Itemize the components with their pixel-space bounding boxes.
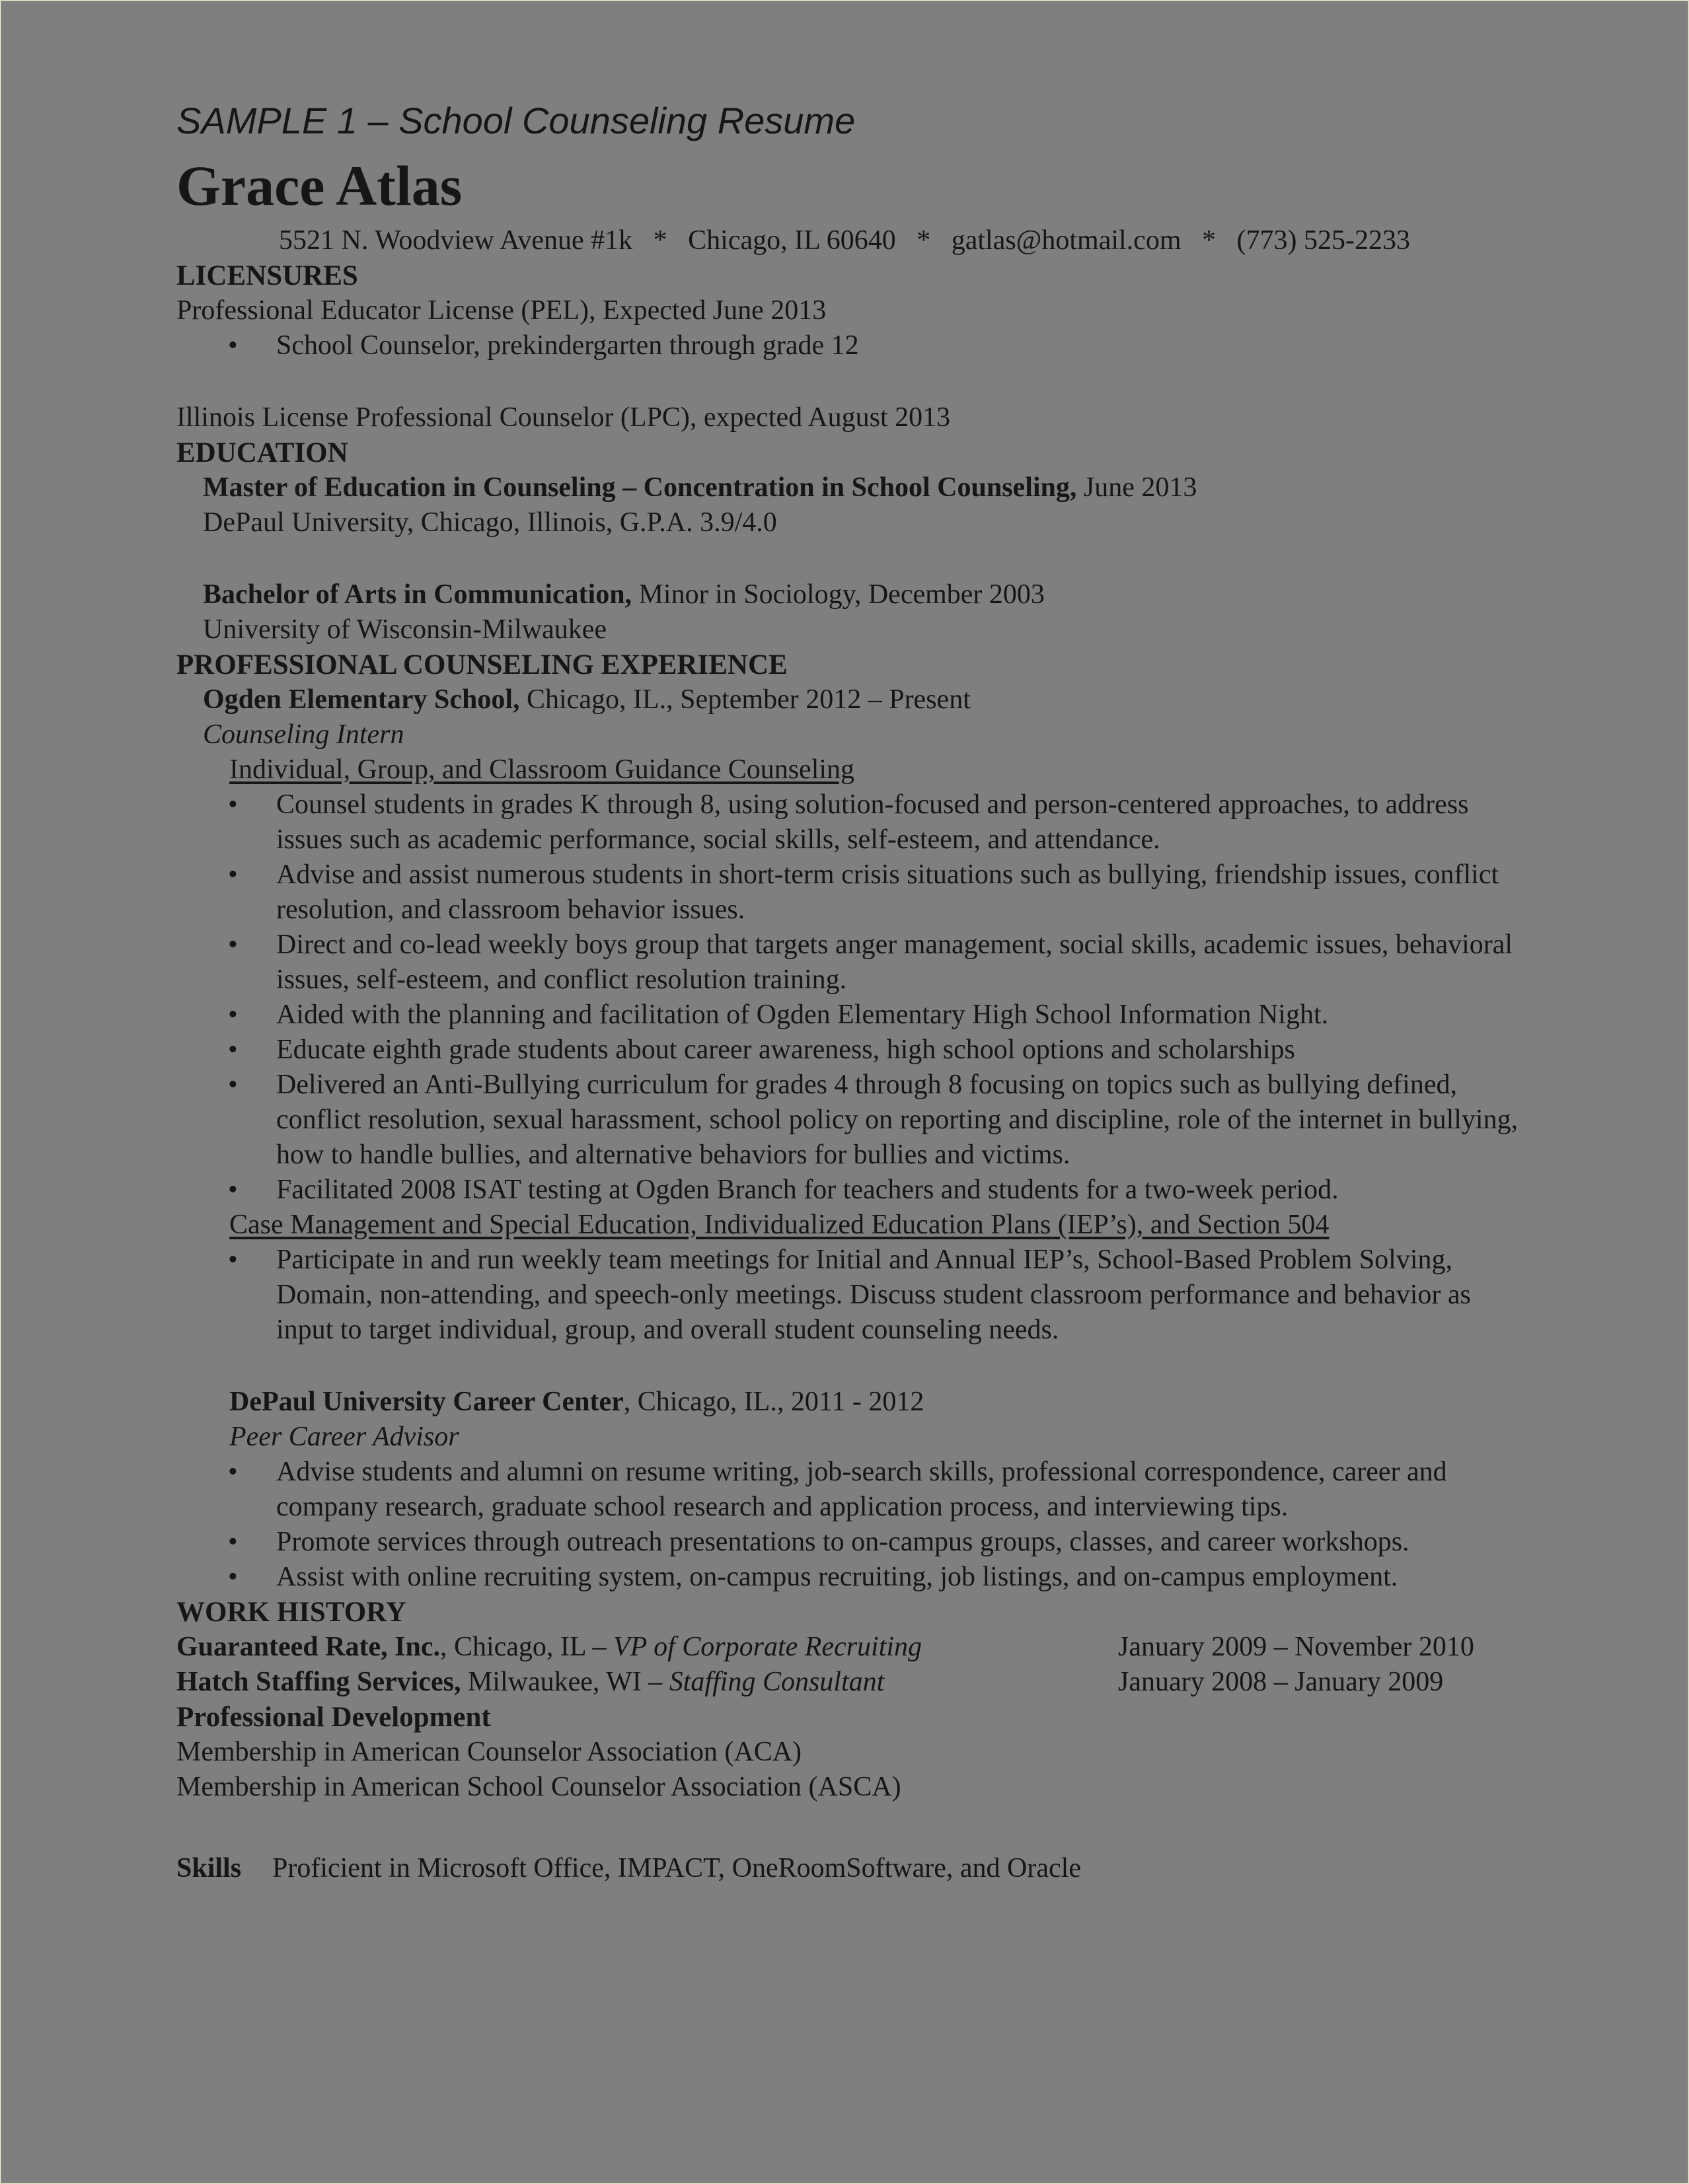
- bullet-item: • Assist with online recruiting system, on-campus recruiting, job listings, and on-campus employment.: [276, 1560, 1519, 1595]
- work-history-dates: January 2008 – January 2009: [1118, 1667, 1444, 1697]
- degree-date: June 2013: [1076, 472, 1197, 503]
- work-history-heading: WORK HISTORY: [176, 1597, 406, 1628]
- sample-label: SAMPLE 1 – School Counseling Resume: [176, 100, 856, 141]
- bullet-item: • Facilitated 2008 ISAT testing at Ogden Branch for teachers and students for a two-week period.: [276, 1173, 1519, 1208]
- contact-line: 5521 N. Woodview Avenue #1k * Chicago, IL 60640 * gatlas@hotmail.com * (773) 525-2233: [279, 225, 1410, 256]
- employer-name: Ogden Elementary School,: [203, 684, 520, 715]
- school-line: University of Wisconsin-Milwaukee: [203, 614, 607, 645]
- degree-title: Bachelor of Arts in Communication,: [203, 579, 632, 610]
- skills-text: Proficient in Microsoft Office, IMPACT, OneRoomSoftware, and Oracle: [272, 1853, 1081, 1883]
- bullet-item: • Participate in and run weekly team meetings for Initial and Annual IEP’s, School-Based Problem Solving, Domain, non-attending, and speech-only meetings. Discuss student classroom performance and behavior as input to target individual, group, and overall student counseling needs.: [276, 1243, 1519, 1348]
- bullet-item: • Counsel students in grades K through 8, using solution-focused and person-centered approaches, to address issues such as academic performance, social skills, self-esteem, and attendance.: [276, 787, 1519, 857]
- candidate-name: Grace Atlas: [176, 154, 463, 217]
- employer-location-dates: Chicago, IL., September 2012 – Present: [519, 684, 971, 715]
- work-role: Staffing Consultant: [669, 1667, 885, 1697]
- membership-line: Membership in American School Counselor Association (ASCA): [176, 1772, 901, 1802]
- experience-heading: PROFESSIONAL COUNSELING EXPERIENCE: [176, 649, 788, 680]
- bullet-item: • School Counselor, prekindergarten through grade 12: [276, 328, 1519, 363]
- skills-row: [176, 1851, 1575, 1886]
- work-role: VP of Corporate Recruiting: [613, 1632, 922, 1662]
- bullet-item: • Educate eighth grade students about career awareness, high school options and scholarships: [276, 1033, 1519, 1068]
- work-history-row: [176, 1665, 1575, 1700]
- education-heading: EDUCATION: [176, 437, 348, 468]
- employer-line: [176, 682, 1575, 717]
- work-employer: Hatch Staffing Services,: [176, 1667, 461, 1697]
- bullet-item: • Advise students and alumni on resume writing, job-search skills, professional correspondence, career and company research, graduate school research and application process, and interviewing tips.: [276, 1455, 1519, 1525]
- experience-bullet-list: [176, 1243, 1575, 1348]
- degree-line: [176, 577, 1575, 612]
- licensures-bullet-list: [176, 328, 1575, 363]
- bullet-item: • Aided with the planning and facilitation of Ogden Elementary High School Information Night.: [276, 998, 1519, 1033]
- bullet-item: • Direct and co-lead weekly boys group that targets anger management, social skills, academic issues, behavioral issues, self-esteem, and conflict resolution training.: [276, 928, 1519, 998]
- licensure-line: Illinois License Professional Counselor (LPC), expected August 2013: [176, 402, 951, 433]
- work-employer: Guaranteed Rate, Inc.: [176, 1632, 440, 1662]
- bullet-item: • Promote services through outreach presentations to on-campus groups, classes, and career workshops.: [276, 1525, 1519, 1560]
- experience-bullet-list: [176, 1455, 1575, 1595]
- work-history-dates: January 2009 – November 2010: [1118, 1632, 1474, 1662]
- work-history-row: [176, 1630, 1575, 1665]
- experience-bullet-list: [176, 787, 1575, 1208]
- licensure-line: Professional Educator License (PEL), Expected June 2013: [176, 295, 827, 326]
- job-title: Peer Career Advisor: [229, 1422, 459, 1452]
- membership-line: Membership in American Counselor Association (ACA): [176, 1737, 802, 1767]
- professional-development-heading: Professional Development: [176, 1702, 491, 1733]
- employer-location-dates: , Chicago, IL., 2011 - 2012: [623, 1387, 924, 1417]
- degree-line: [176, 470, 1575, 505]
- work-location: , Chicago, IL –: [439, 1632, 614, 1662]
- bullet-item: • Delivered an Anti-Bullying curriculum for grades 4 through 8 focusing on topics such as bullying defined, conflict resolution, sexual harassment, school policy on reporting and discipline, role of the internet in bullying, how to handle bullies, and alternative behaviors for bullies and victims.: [276, 1068, 1519, 1173]
- school-line: DePaul University, Chicago, Illinois, G.P.A. 3.9/4.0: [203, 507, 777, 538]
- subsection-heading: Individual, Group, and Classroom Guidance Counseling: [229, 754, 855, 785]
- job-title: Counseling Intern: [203, 719, 404, 750]
- employer-name: DePaul University Career Center: [229, 1387, 624, 1417]
- degree-title: Master of Education in Counseling – Concentration in School Counseling,: [203, 472, 1077, 503]
- bullet-item: • Advise and assist numerous students in short-term crisis situations such as bullying, friendship issues, conflict resolution, and classroom behavior issues.: [276, 857, 1519, 928]
- employer-line: [176, 1385, 1575, 1420]
- subsection-heading: Case Management and Special Education, Individualized Education Plans (IEP’s), and Section 504: [229, 1210, 1330, 1240]
- degree-date: Minor in Sociology, December 2003: [632, 579, 1045, 610]
- work-location: Milwaukee, WI –: [461, 1667, 669, 1697]
- skills-label: Skills: [176, 1853, 242, 1883]
- licensures-heading: LICENSURES: [176, 260, 358, 291]
